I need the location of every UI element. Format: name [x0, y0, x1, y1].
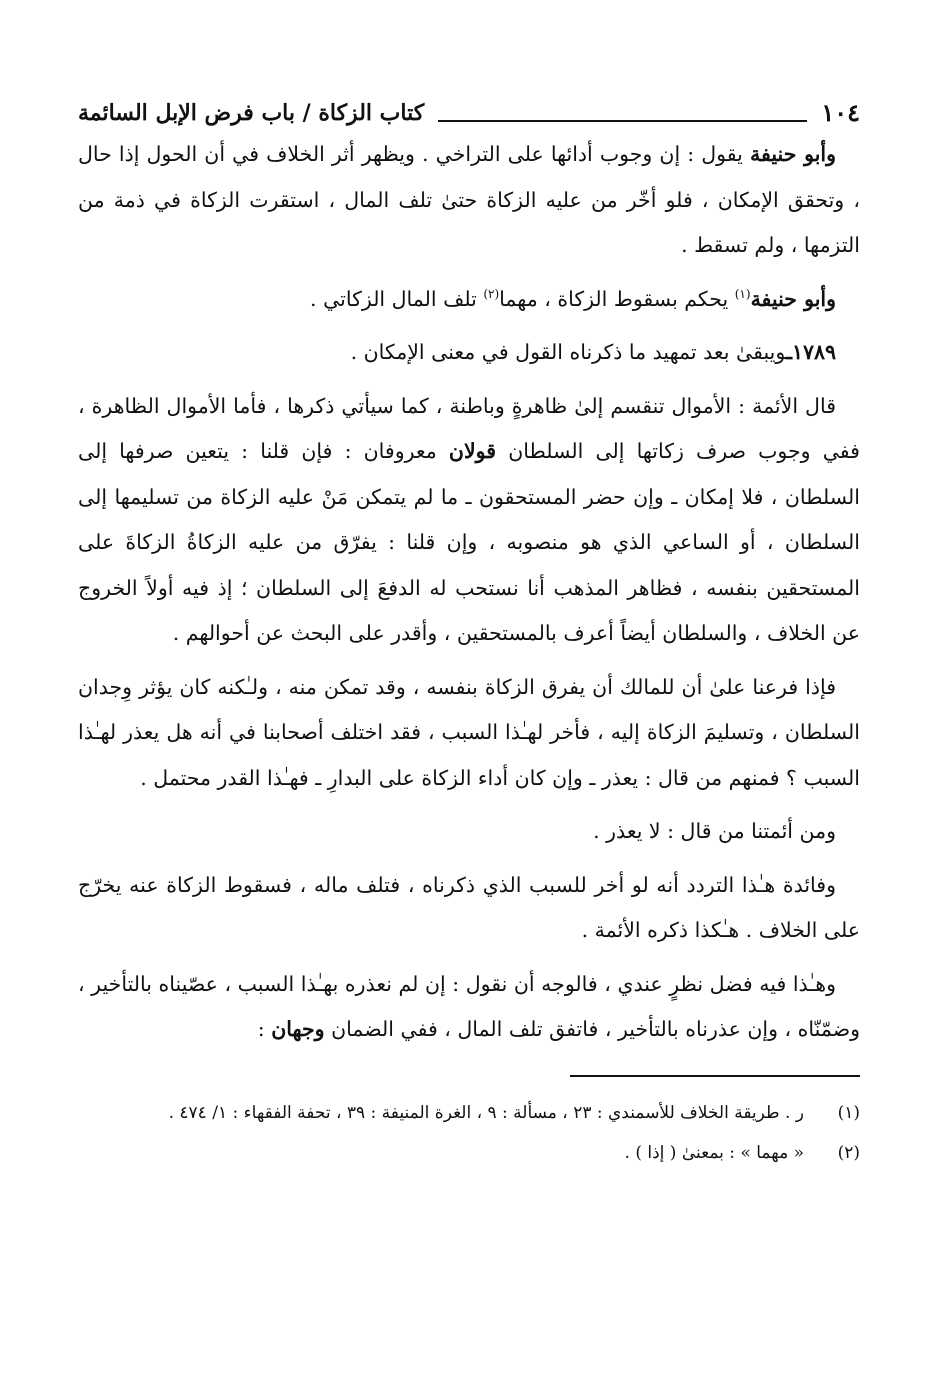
footnote-2: [78, 1135, 860, 1171]
paragraph-2-text-a: يحكم بسقوط الزكاة ، مهما: [499, 286, 729, 311]
paragraph-2-lead: وأبو حنيفة: [750, 286, 836, 311]
paragraph-4-bold: قولان: [448, 439, 497, 463]
paragraph-8-text-b: :: [257, 1017, 265, 1041]
header-rule: [438, 120, 807, 122]
paragraph-4: [78, 384, 860, 657]
footnote-separator: [570, 1075, 860, 1077]
paragraph-4-text-a: قال الأئمة : الأموال تنقسم إلىٰ ظاهرةٍ وباطنة ، كما سيأتي ذكرها ، فأما الأموال الظاهرة ، ففي وجوب صرف زكاتها إلى السلطان: [78, 393, 860, 463]
paragraph-1-text: يقول : إن وجوب أدائها على التراخي . ويظهر أثر الخلاف في أن الحول إذا حال ، وتحقق الإمكان ، فلو أخّر من عليه الزكاة حتىٰ تلف المال ، استقرت الزكاة في ذمة من التزمها ، ولم تسقط .: [78, 142, 860, 257]
paragraph-2: [78, 277, 860, 323]
paragraph-8-text-a: وهـٰذا فيه فضل نظرٍ عندي ، فالوجه أن نقول : إن لم نعذره بهـٰذا السبب ، عصّيناه بالتأخير ، وضمّنّاه ، وإن عذرناه بالتأخير ، فاتفق تلف المال ، ففي الضمان: [78, 971, 860, 1041]
paragraph-7: [78, 863, 860, 954]
paragraph-6-text: ومن أئمتنا من قال : لا يعذر .: [593, 819, 836, 843]
book-page: [78, 82, 860, 1362]
issue-number: ١٧٨٩ـ: [785, 340, 836, 364]
footnote-2-text: « مهما » : بمعنىٰ ( إذا ) .: [624, 1142, 804, 1163]
footnote-1-mark: (١): [837, 1102, 860, 1123]
footnote-ref-1[interactable]: (١): [734, 286, 751, 301]
main-text: [78, 132, 860, 1053]
footnotes: [78, 1095, 860, 1171]
footnote-1-text: ر . طريقة الخلاف للأسمندي : ٢٣ ، مسألة : ٩ ، الغرة المنيفة : ٣٩ ، تحفة الفقهاء : ١/ ٤٧٤ .: [168, 1102, 804, 1123]
page-number: ١٠٤: [821, 98, 860, 127]
footnote-2-mark: (٢): [837, 1142, 860, 1163]
header-title: كتاب الزكاة / باب فرض الإبل السائمة: [78, 100, 425, 126]
paragraph-4-text-b: معروفان : فإن قلنا : يتعين صرفها إلى السلطان ، فلا إمكان ـ وإن حضر المستحقون ـ ما لم يتمكن مَنْ عليه الزكاة من تسليمها إلى السلطان ، أو الساعي الذي هو منصوبه ، وإن قلنا : يفرّق من عليه الزكاةُ الزكاةَ على المستحقين بنفسه ، فظاهر المذهب أنا نستحب له الدفعَ إلى السلطان ؛ إذ فيه أولاً الخروج عن الخلاف ، والسلطان أيضاً أعرف بالمستحقين ، وأقدر على البحث عن أحوالهم .: [78, 439, 860, 645]
paragraph-2-text-b: تلف المال الزكاتي .: [310, 286, 477, 311]
paragraph-6: [78, 809, 860, 855]
paragraph-3-text: ويبقىٰ بعد تمهيد ما ذكرناه القول في معنى الإمكان .: [350, 340, 786, 364]
footnote-ref-2[interactable]: (٢): [483, 286, 500, 301]
paragraph-1-lead: وأبو حنيفة: [749, 142, 836, 166]
paragraph-3: [78, 330, 860, 376]
paragraph-8-bold: وجهان: [271, 1017, 325, 1041]
paragraph-8: [78, 962, 860, 1053]
paragraph-5: [78, 665, 860, 802]
paragraph-7-text: وفائدة هـٰذا التردد أنه لو أخر للسبب الذي ذكرناه ، فتلف ماله ، فسقوط الزكاة عنه يخرّج على الخلاف . هـٰكذا ذكره الأئمة .: [78, 872, 860, 942]
running-header: [78, 82, 860, 128]
paragraph-5-text: فإذا فرعنا علىٰ أن للمالك أن يفرق الزكاة بنفسه ، وقد تمكن منه ، ولـٰكنه كان يؤثر وِجدان السلطان ، وتسليمَ الزكاة إليه ، فأخر لهـٰذا السبب ، فقد اختلف أصحابنا في أنه هل يعذر لهـٰذا السبب ؟ فمنهم من قال : يعذر ـ وإن كان أداء الزكاة على البدارِ ـ فهـٰذا القدر محتمل .: [78, 674, 860, 790]
footnote-1: [78, 1095, 860, 1131]
paragraph-1: [78, 132, 860, 269]
